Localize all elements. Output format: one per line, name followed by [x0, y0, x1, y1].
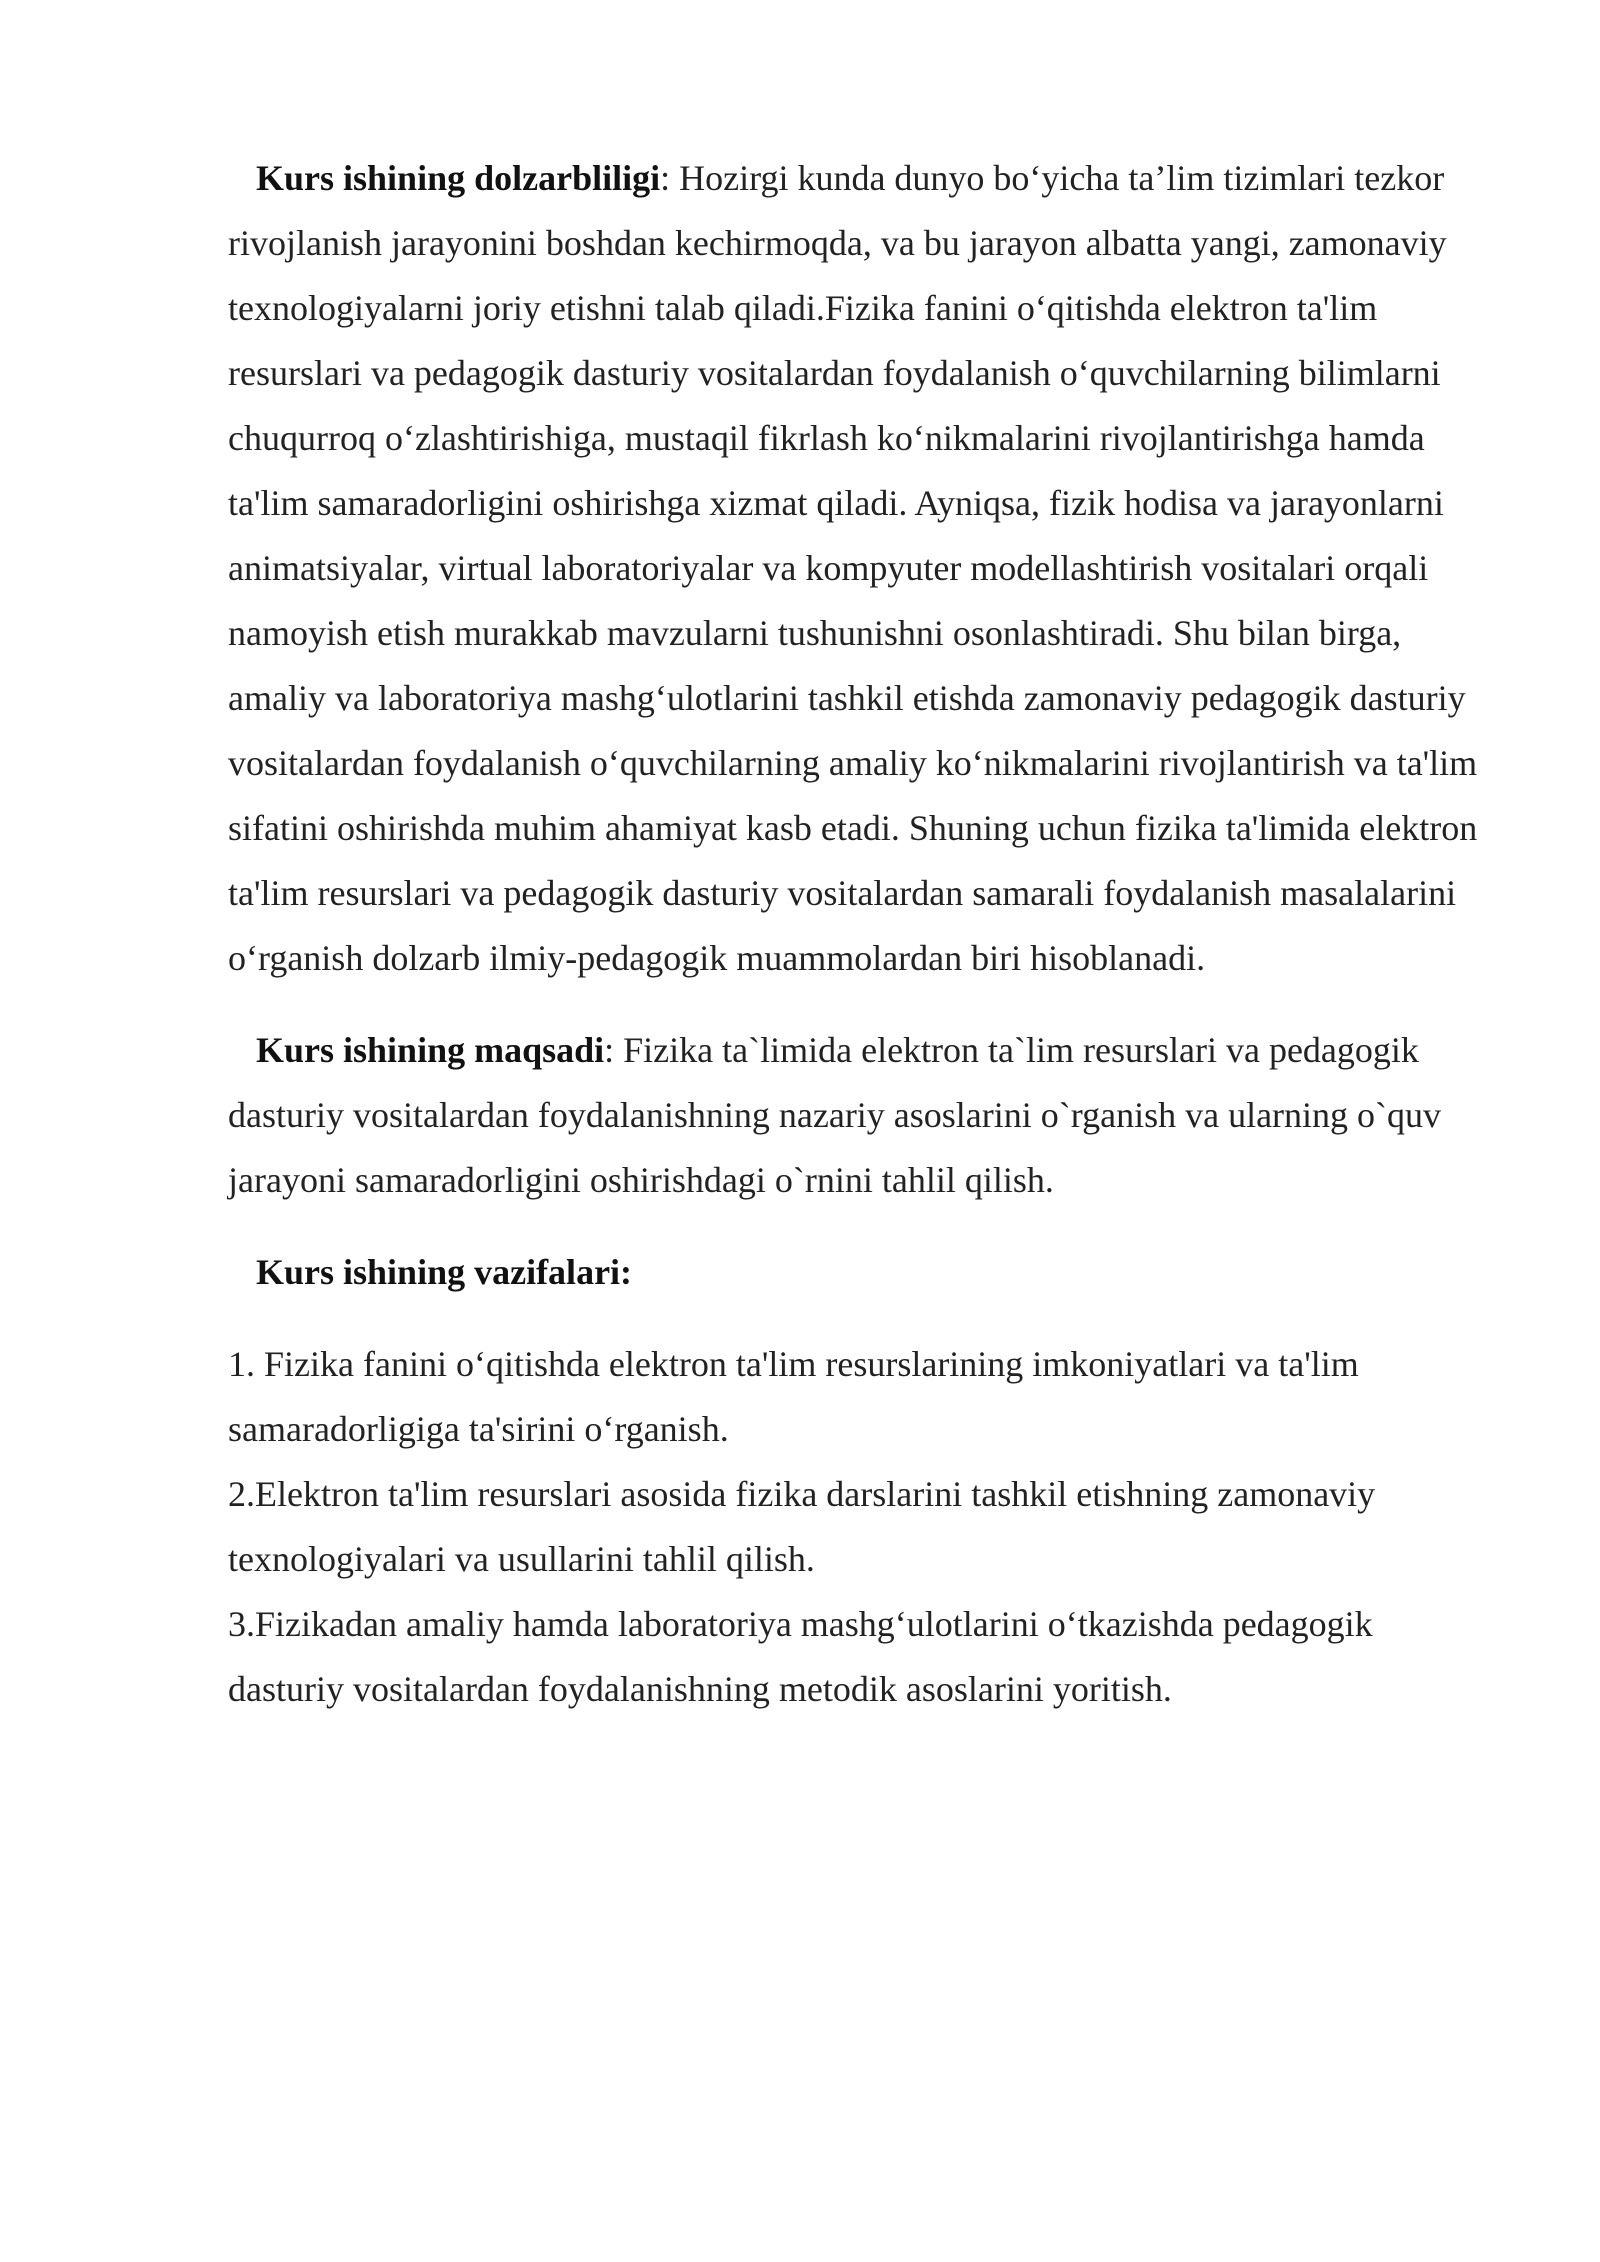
- task-item-2: 2.Elektron ta'lim resurslari asosida fizika darslarini tashkil etishning zamonaviy texnologiyalari va usullarini tahlil qilish.: [228, 1474, 1376, 1579]
- relevance-paragraph: [228, 146, 1488, 991]
- relevance-label: Kurs ishining dolzarbliligi: [256, 158, 661, 198]
- document-body: [228, 146, 1488, 1722]
- relevance-text: Hozirgi kunda dunyo bo‘yicha ta’lim tizimlari tezkor rivojlanish jarayonini boshdan kechirmoqda, va bu jarayon albatta yangi, zamonaviy texnologiyalarni joriy etishni talab qiladi.Fizika fanini o‘qitishda elektron ta'lim resurslari va pedagogik dasturiy vositalardan foydalanish o‘quvchilarning bilimlarni chuqurroq o‘zlashtirishiga, mustaqil fikrlash ko‘nikmalarini rivojlantirishga hamda ta'lim samaradorligini oshirishga xizmat qiladi. Ayniqsa, fizik hodisa va jarayonlarni animatsiyalar, virtual laboratoriyalar va kompyuter modellashtirish vositalari orqali namoyish etish murakkab mavzularni tushunishni osonlashtiradi. Shu bilan birga, amaliy va laboratoriya mashg‘ulotlarini tashkil etishda zamonaviy pedagogik dasturiy vositalardan foydalanish o‘quvchilarning amaliy ko‘nikmalarini rivojlantirish va ta'lim sifatini oshirishda muhim ahamiyat kasb etadi. Shuning uchun fizika ta'limida elektron ta'lim resurslari va pedagogik dasturiy vositalardan samarali foydalanish masalalarini o‘rganish dolzarb ilmiy-pedagogik muammolardan biri hisoblanadi.: [228, 158, 1478, 978]
- tasks-heading: Kurs ishining vazifalari:: [256, 1252, 633, 1292]
- goal-text: Fizika ta`limida elektron ta`lim resurslari va pedagogik dasturiy vositalardan foydalanishning nazariy asoslarini o`rganish va ularning o`quv jarayoni samaradorligini oshirishdagi o`rnini tahlil qilish.: [228, 1030, 1442, 1200]
- goal-paragraph: [228, 1018, 1488, 1213]
- relevance-separator: :: [660, 158, 671, 198]
- goal-separator: :: [604, 1030, 615, 1070]
- goal-label: Kurs ishining maqsadi: [256, 1030, 605, 1070]
- tasks-heading-paragraph: [228, 1240, 1488, 1305]
- task-item-3: 3.Fizikadan amaliy hamda laboratoriya mashg‘ulotlarini o‘tkazishda pedagogik dasturiy vositalardan foydalanishning metodik asoslarini yoritish.: [228, 1604, 1373, 1709]
- task-item-1: 1. Fizika fanini o‘qitishda elektron ta'lim resurslarining imkoniyatlari va ta'lim samaradorligiga ta'sirini o‘rganish.: [228, 1344, 1359, 1449]
